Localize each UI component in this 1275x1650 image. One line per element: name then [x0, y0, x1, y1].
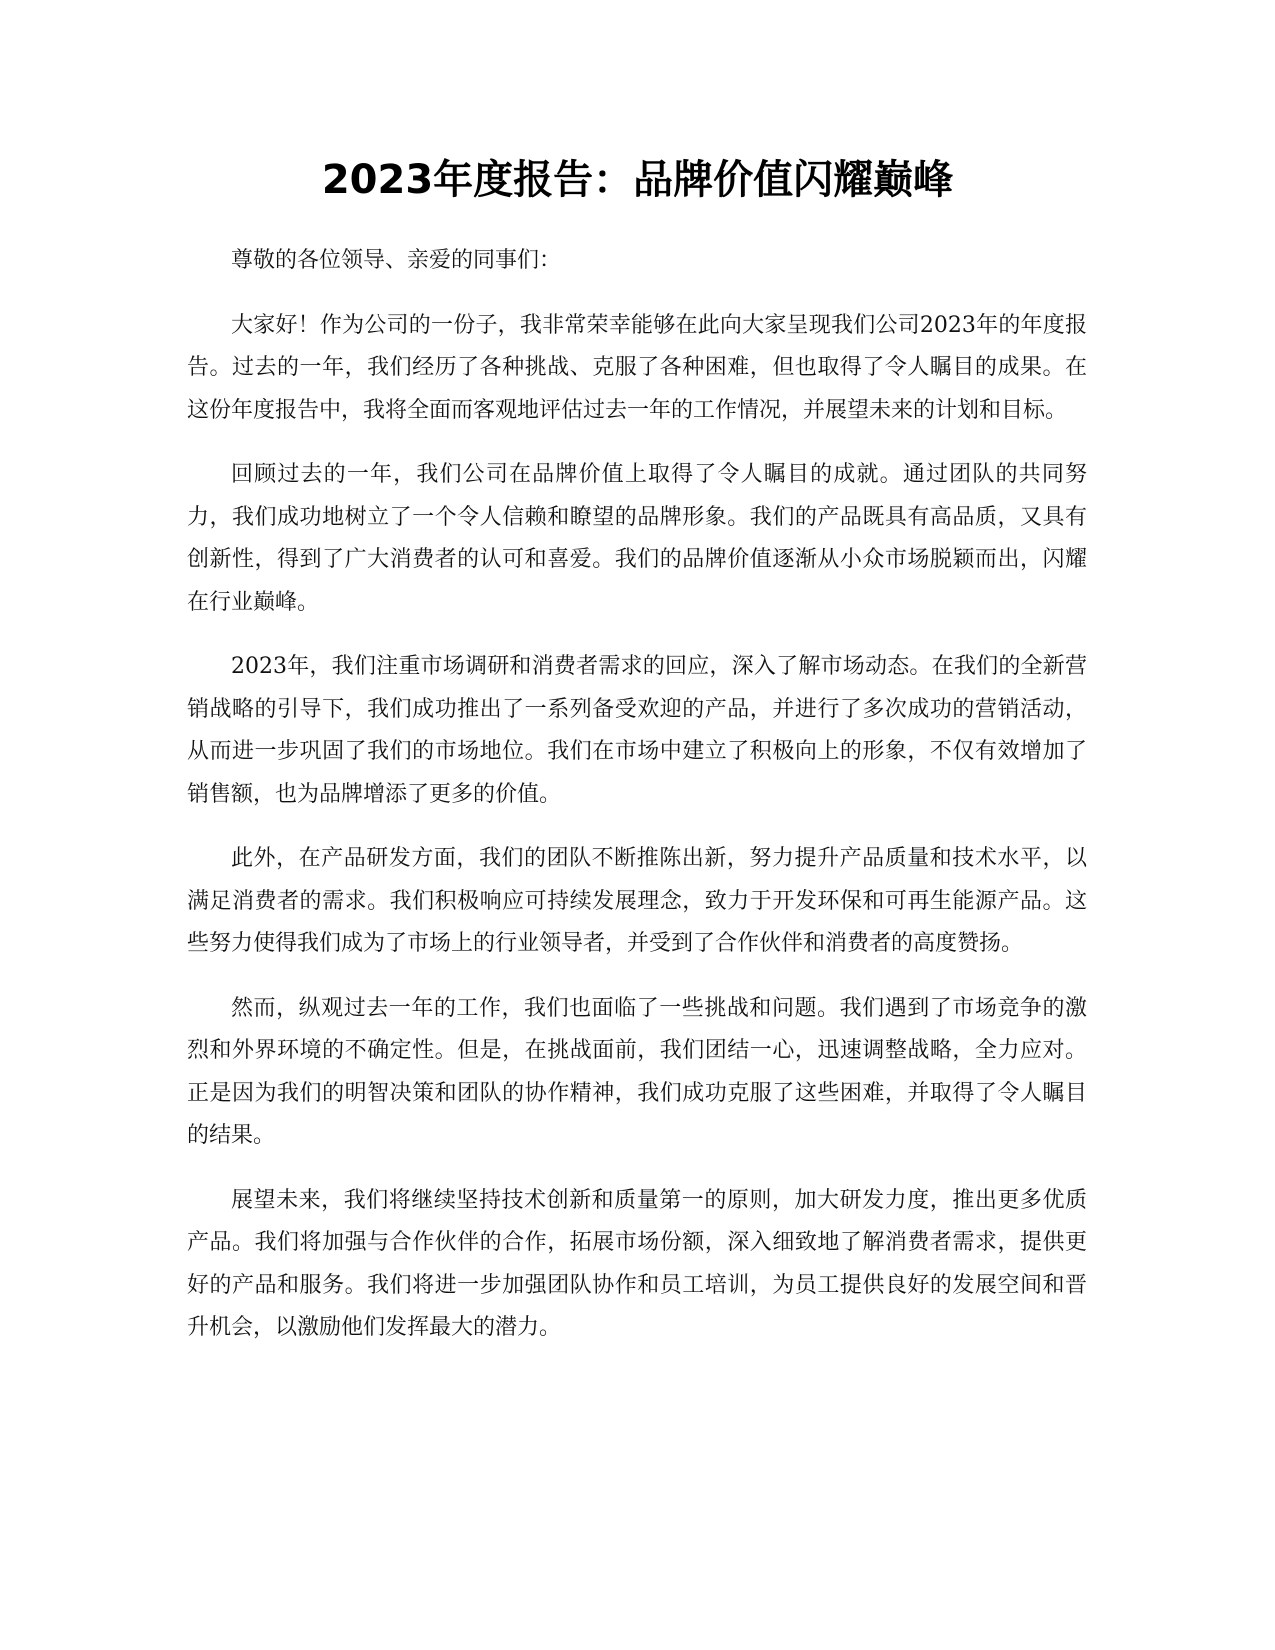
outlook-paragraph: 展望未来，我们将继续坚持技术创新和质量第一的原则，加大研发力度，推出更多优质产品。我们将加强与合作伙伴的合作，拓展市场份额，深入细致地了解消费者需求，提供更好的产品和服务。我们将进一步加强团队协作和员工培训，为员工提供良好的发展空间和晋升机会，以激励他们发挥最大的潜力。: [187, 1187, 1087, 1340]
greeting-paragraph: 尊敬的各位领导、亲爱的同事们：: [231, 248, 562, 273]
intro-paragraph: 大家好！作为公司的一份子，我非常荣幸能够在此向大家呈现我们公司2023年的年度报告。过去的一年，我们经历了各种挑战、克服了各种困难，但也取得了令人瞩目的成果。在这份年度报告中，我将全面而客观地评估过去一年的工作情况，并展望未来的计划和目标。: [187, 312, 1087, 423]
document-title: 2023年度报告：品牌价值闪耀巅峰: [321, 157, 954, 203]
marketing-paragraph: 2023年，我们注重市场调研和消费者需求的回应，深入了解市场动态。在我们的全新营销战略的引导下，我们成功推出了一系列备受欢迎的产品，并进行了多次成功的营销活动，从而进一步巩固了我们的市场地位。我们在市场中建立了积极向上的形象，不仅有效增加了销售额，也为品牌增添了更多的价值。: [187, 654, 1087, 807]
document-body: [187, 240, 1087, 1372]
rnd-paragraph: 此外，在产品研发方面，我们的团队不断推陈出新，努力提升产品质量和技术水平，以满足消费者的需求。我们积极响应可持续发展理念，致力于开发环保和可再生能源产品。这些努力使得我们成为了市场上的行业领导者，并受到了合作伙伴和消费者的高度赞扬。: [187, 846, 1087, 956]
challenges-paragraph: 然而，纵观过去一年的工作，我们也面临了一些挑战和问题。我们遇到了市场竞争的激烈和外界环境的不确定性。但是，在挑战面前，我们团结一心，迅速调整战略，全力应对。正是因为我们的明智决策和团队的协作精神，我们成功克服了这些困难，并取得了令人瞩目的结果。: [187, 995, 1087, 1148]
brand-review-paragraph: 回顾过去的一年，我们公司在品牌价值上取得了令人瞩目的成就。通过团队的共同努力，我们成功地树立了一个令人信赖和瞭望的品牌形象。我们的产品既具有高品质，又具有创新性，得到了广大消费者的认可和喜爱。我们的品牌价值逐渐从小众市场脱颖而出，闪耀在行业巅峰。: [187, 462, 1087, 615]
